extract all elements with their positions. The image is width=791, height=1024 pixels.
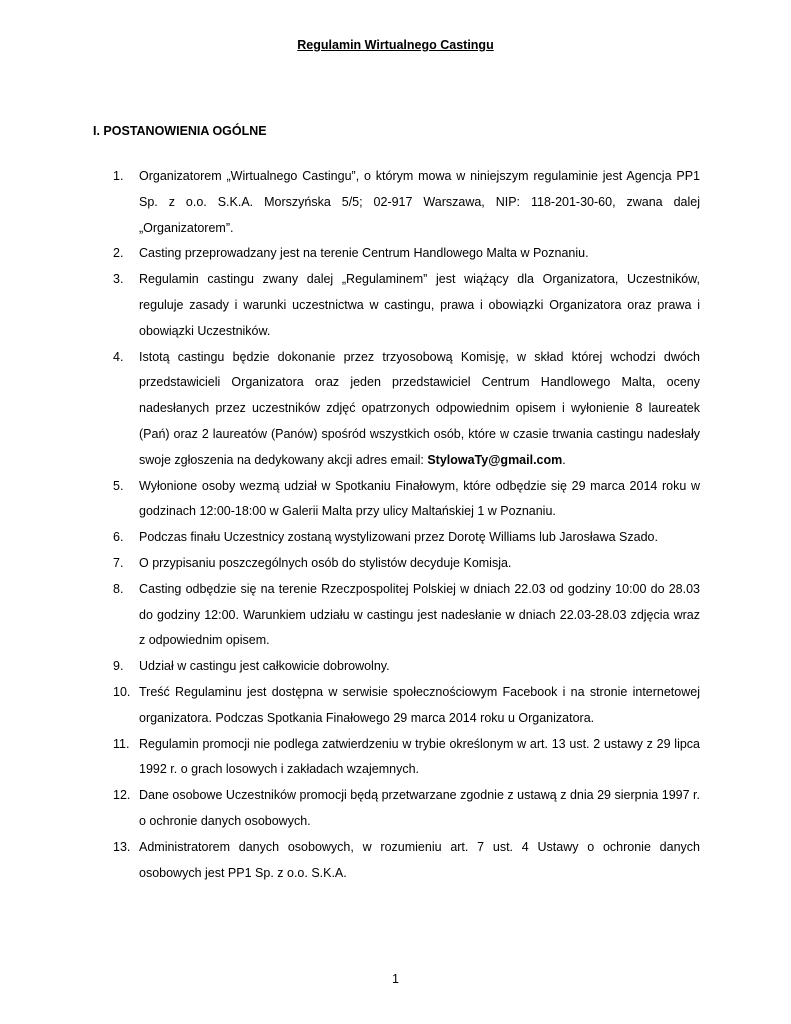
item-number: 1.: [113, 169, 124, 183]
section-heading: I. POSTANOWIENIA OGÓLNE: [93, 124, 267, 138]
page-number: 1: [392, 972, 399, 986]
item-number: 7.: [113, 555, 124, 570]
item-text: Organizatorem „Wirtualnego Castingu”, o którym mowa w niniejszym regulaminie jest Agencja PP1 Sp. z o.o. S.K.A. Morszyńska 5/5; 02-917 Warszawa, NIP: 118-201-30-60, zwana dalej „Organizatorem”.: [139, 169, 700, 235]
item-number: 4.: [113, 349, 124, 364]
list-item: [113, 525, 700, 551]
list-item: [113, 241, 700, 267]
list-item: [113, 474, 700, 526]
list-item: [113, 164, 700, 241]
item-text: Regulamin castingu zwany dalej „Regulaminem” jest wiążący dla Organizatora, Uczestników, reguluje zasady i warunki uczestnictwa w castingu, prawa i obowiązki Organizatora oraz prawa i obowiązki Uczestników.: [139, 272, 700, 338]
item-number: 3.: [113, 272, 124, 287]
item-text: Regulamin promocji nie podlega zatwierdzeniu w trybie określonym w art. 13 ust. 2 ustawy z 29 lipca 1992 r. o grach losowych i zakładach wzajemnych.: [139, 736, 700, 777]
item-number: 11.: [113, 736, 130, 751]
item-text: Udział w castingu jest całkowicie dobrowolny.: [139, 659, 390, 674]
list-item: [113, 680, 700, 732]
item-text: Istotą castingu będzie dokonanie przez trzyosobową Komisję, w skład której wchodzi dwóch przedstawicieli Organizatora oraz jeden przedstawiciel Centrum Handlowego Malta, oceny nadesłanych przez uczestników zdjęć opatrzonych odpowiednim opisem i wyłonienie 8 laureatek (Pań) oraz 2 laureatów (Panów) spośród wszystkich osób, które w czasie trwania castingu nadesłały swoje zgłoszenia na dedykowany akcji adres email:: [139, 349, 700, 467]
item-text: Treść Regulaminu jest dostępna w serwisie społecznościowym Facebook i na stronie internetowej organizatora. Podczas Spotkania Finałowego 29 marca 2014 roku u Organizatora.: [139, 684, 700, 725]
list-item: [113, 654, 700, 680]
item-text: Casting przeprowadzany jest na terenie Centrum Handlowego Malta w Poznaniu.: [139, 246, 589, 261]
document-title: Regulamin Wirtualnego Castingu: [297, 38, 494, 52]
item-text: Podczas finału Uczestnicy zostaną wystylizowani przez Dorotę Williams lub Jarosława Szado.: [139, 530, 658, 545]
list-item: [113, 835, 700, 887]
item-number: 13.: [113, 839, 131, 854]
item-number: 2.: [113, 246, 124, 261]
item-number: 5.: [113, 478, 124, 493]
item-number: 10.: [113, 684, 131, 699]
item-number: 12.: [113, 788, 131, 803]
list-item: [113, 267, 700, 344]
list-item: [113, 783, 700, 835]
item-text: Dane osobowe Uczestników promocji będą przetwarzane zgodnie z ustawą z dnia 29 sierpnia 1997 r. o ochronie danych osobowych.: [139, 788, 700, 828]
contact-email: StylowaTy@gmail.com: [427, 452, 563, 467]
list-item: [113, 732, 700, 784]
list-item: [113, 577, 700, 654]
item-number: 9.: [113, 659, 124, 674]
rules-list: [113, 164, 700, 886]
list-item: [113, 345, 700, 474]
item-text: O przypisaniu poszczególnych osób do stylistów decyduje Komisja.: [139, 555, 512, 570]
list-item: [113, 551, 700, 577]
item-number: 8.: [113, 581, 124, 596]
item-text: Administratorem danych osobowych, w rozumieniu art. 7 ust. 4 Ustawy o ochronie danych osobowych jest PP1 Sp. z o.o. S.K.A.: [139, 839, 700, 880]
item-number: 6.: [113, 530, 124, 545]
item-text: Casting odbędzie się na terenie Rzeczpospolitej Polskiej w dniach 22.03 od godziny 10:00 do 28.03 do godziny 12:00. Warunkiem udziału w castingu jest nadesłanie w dniach 22.03-28.03 zdjęcia wraz z odpowiednim opisem.: [139, 581, 700, 648]
item-text-tail: .: [562, 452, 566, 467]
item-text: Wyłonione osoby wezmą udział w Spotkaniu Finałowym, które odbędzie się 29 marca 2014 roku w godzinach 12:00-18:00 w Galerii Malta przy ulicy Maltańskiej 1 w Poznaniu.: [139, 478, 700, 519]
